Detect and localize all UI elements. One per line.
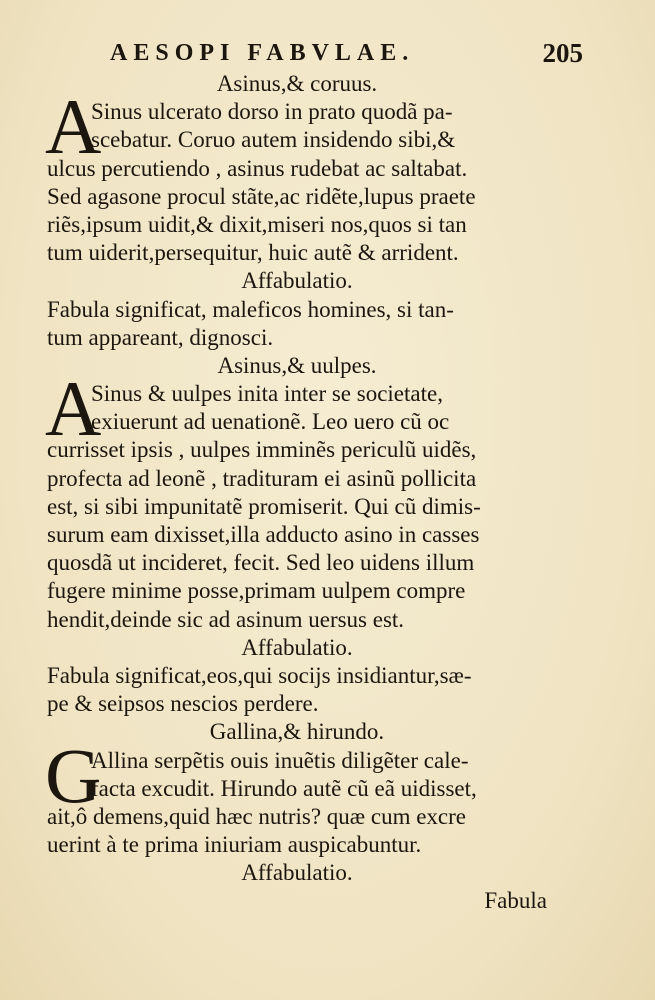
text-line: riẽs,ipsum uidit,& dixit,miseri nos,quos si tan — [47, 211, 467, 237]
text-line: exiuerunt ad uenationẽ. Leo uero cũ oc — [91, 409, 450, 435]
page-number: 205 — [542, 38, 583, 68]
text-line: est, si sibi impunitatẽ promiserit. Qui cũ dimis- — [47, 493, 481, 519]
moral-line: Fabula significat,eos,qui socijs insidiantur,sæ- — [47, 662, 472, 688]
text-line: ait,ô demens,quid hæc nutris? quæ cum excre — [47, 803, 467, 829]
moral-heading: Affabulatio. — [241, 634, 353, 660]
moral-heading: Affabulatio. — [241, 268, 353, 294]
moral-line: Fabula significat, maleficos homines, si tan- — [47, 296, 454, 322]
moral-heading: Affabulatio. — [241, 860, 353, 886]
text-block — [47, 70, 547, 916]
drop-cap-initial: A — [45, 83, 102, 171]
fable-title: Asinus,& uulpes. — [217, 352, 377, 378]
text-line: fugere minime posse,primam uulpem compre — [47, 578, 466, 604]
fable-title: Asinus,& coruus. — [216, 71, 378, 96]
text-line: ulcus percutiendo , asinus rudebat ac saltabat. — [47, 155, 468, 181]
running-title: AESOPI FABVLAE. — [110, 40, 415, 66]
text-line: facta excudit. Hirundo autẽ cũ eã uidisset, — [91, 775, 477, 801]
page-header — [88, 36, 583, 70]
text-line: Sinus ulcerato dorso in prato quodã pa- — [91, 99, 453, 125]
text-line: Sinus & uulpes inita inter se societate, — [91, 381, 443, 407]
fable-paragraph — [45, 365, 547, 634]
catchword: Fabula — [484, 888, 547, 914]
text-line: Allina serpẽtis ouis inuẽtis diligẽter cale- — [91, 747, 469, 773]
fable-title: Gallina,& hirundo. — [209, 719, 385, 745]
text-line: profecta ad leonẽ , tradituram ei asinũ pollicita — [47, 465, 477, 491]
moral-line: pe & seipsos nescios perdere. — [47, 691, 319, 717]
drop-cap-initial: G — [45, 731, 102, 819]
text-line: Sed agasone procul stãte,ac ridẽte,lupus praete — [47, 183, 476, 209]
text-line: surum eam dixisset,illa adducto asino in casses — [47, 522, 480, 547]
text-line: scebatur. Coruo autem insidendo sibi,& — [91, 127, 456, 153]
text-line: tum uiderit,persequitur, huic autẽ & arrident. — [47, 240, 459, 266]
moral-line: tum appareant, dignosci. — [47, 324, 274, 350]
text-line: hendit,deinde sic ad asinum uersus est. — [47, 606, 405, 632]
text-line: quosdã ut incideret, fecit. Sed leo uidens illum — [47, 550, 475, 576]
text-line: uerint à te prima iniuriam auspicabuntur. — [47, 832, 422, 858]
drop-cap-initial: A — [45, 365, 102, 453]
text-line: currisset ipsis , uulpes imminẽs periculũ uidẽs, — [47, 437, 477, 463]
